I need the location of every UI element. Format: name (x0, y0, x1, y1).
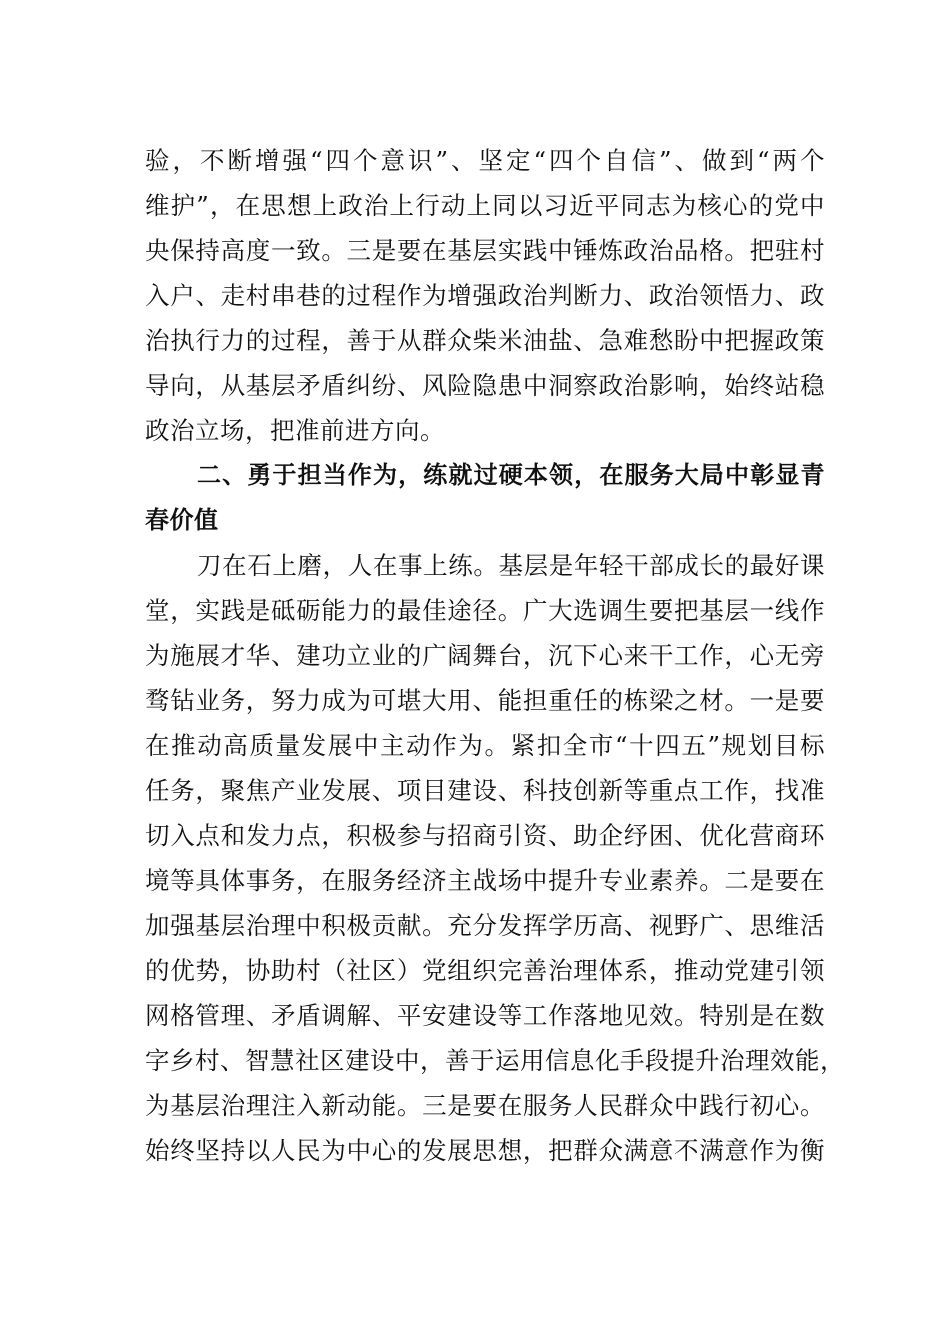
text-line: 导向，从基层矛盾纠纷、风险隐患中洞察政治影响，始终站稳 (145, 371, 825, 400)
text-line: 始终坚持以人民为中心的发展思想，把群众满意不满意作为衡 (145, 1136, 825, 1165)
text-line: 维护”，在思想上政治上行动上同以习近平同志为核心的党中 (145, 191, 825, 220)
text-line: 刀在石上磨，人在事上练。基层是年轻干部成长的最好课 (197, 551, 825, 580)
text-line: 在推动高质量发展中主动作为。紧扣全市“十四五”规划目标 (145, 731, 825, 760)
text-line: 为基层治理注入新动能。三是要在服务人民群众中践行初心。 (145, 1091, 825, 1120)
text-line: 验，不断增强“四个意识”、坚定“四个自信”、做到“两个 (145, 146, 825, 175)
text-line: 堂，实践是砥砺能力的最佳途径。广大选调生要把基层一线作 (145, 596, 825, 625)
text-line: 切入点和发力点，积极参与招商引资、助企纾困、优化营商环 (145, 821, 825, 850)
text-line: 的优势，协助村（社区）党组织完善治理体系，推动党建引领 (145, 956, 825, 985)
text-line: 任务，聚焦产业发展、项目建设、科技创新等重点工作，找准 (145, 776, 825, 805)
text-line: 骛钻业务，努力成为可堪大用、能担重任的栋梁之材。一是要 (145, 686, 825, 715)
text-line: 政治立场，把准前进方向。 (145, 416, 445, 445)
heading-line: 二、勇于担当作为，练就过硬本领，在服务大局中彰显青 (197, 461, 825, 489)
text-line: 央保持高度一致。三是要在基层实践中锤炼政治品格。把驻村 (145, 236, 825, 265)
text-line: 加强基层治理中积极贡献。充分发挥学历高、视野广、思维活 (145, 911, 825, 940)
text-line: 字乡村、智慧社区建设中，善于运用信息化手段提升治理效能， (145, 1046, 845, 1075)
section-paragraph (145, 543, 845, 1173)
text-line: 入户、走村串巷的过程作为增强政治判断力、政治领悟力、政 (145, 281, 825, 310)
text-line: 治执行力的过程，善于从群众柴米油盐、急难愁盼中把握政策 (145, 326, 825, 355)
text-line: 为施展才华、建功立业的广阔舞台，沉下心来干工作，心无旁 (145, 641, 825, 670)
section-heading (145, 453, 825, 543)
text-line: 网格管理、矛盾调解、平安建设等工作落地见效。特别是在数 (145, 1001, 825, 1030)
heading-line: 春价值 (145, 506, 219, 534)
paragraph-continuation (145, 138, 825, 453)
text-line: 境等具体事务，在服务经济主战场中提升专业素养。二是要在 (145, 866, 825, 895)
document-body (145, 138, 845, 1173)
